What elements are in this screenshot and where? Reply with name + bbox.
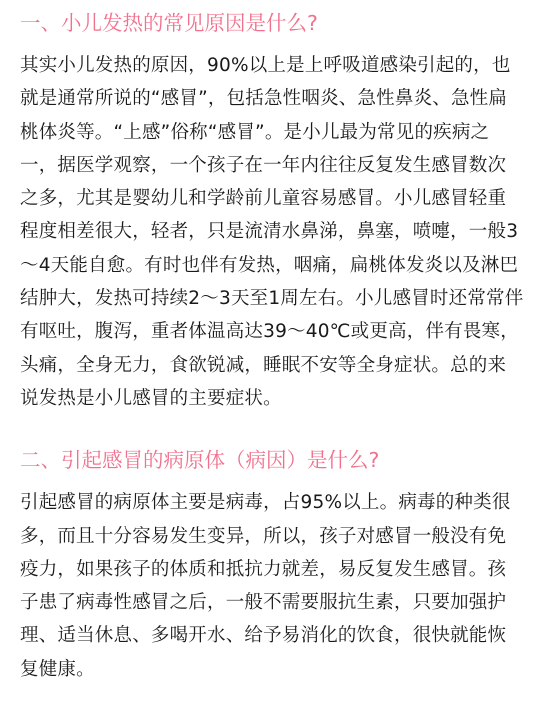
paragraph-line: 一，据医学观察，一个孩子在一年内往往反复发生感冒数次 [20,154,507,176]
paragraph-line: 子患了病毒性感冒之后，一般不需要服抗生素，只要加强护 [20,592,507,614]
section-2-heading: 二、引起感冒的病原体（病因）是什么? [20,448,380,473]
section-2-paragraph [20,486,527,686]
paragraph-line: 头痛，全身无力，食欲锐减，睡眠不安等全身症状。总的来 [20,354,507,376]
paragraph-line: 疫力，如果孩子的体质和抵抗力就差，易反复发生感冒。孩 [20,558,507,580]
paragraph-line: 程度相差很大，轻者，只是流清水鼻涕，鼻塞，喷嚏，一般3 [20,221,519,243]
paragraph-line: 复健康。 [20,658,95,680]
paragraph-line: 桃体炎等。“上感”俗称“感冒”。是小儿最为常见的疾病之 [20,121,490,143]
paragraph-line: 有呕吐，腹泻，重者体温高达39～40℃或更高，伴有畏寒， [20,321,519,343]
paragraph-line: 之多，尤其是婴幼儿和学龄前儿童容易感冒。小儿感冒轻重 [20,188,507,210]
paragraph-line: 说发热是小儿感冒的主要症状。 [20,387,282,409]
paragraph-line: 其实小儿发热的原因，90%以上是上呼吸道感染引起的，也 [20,55,511,76]
paragraph-line: 就是通常所说的“感冒”，包括急性咽炎、急性鼻炎、急性扁 [20,88,508,110]
paragraph-line: 结肿大，发热可持续2～3天至1周左右。小儿感冒时还常常伴 [20,288,524,310]
section-1-heading: 一、小儿发热的常见原因是什么? [20,11,318,35]
paragraph-line: 多，而且十分容易发生变异，所以，孩子对感冒一般没有免 [20,525,507,547]
paragraph-line: 引起感冒的病原体主要是病毒，占95%以上。病毒的种类很 [20,492,511,514]
paragraph-line: 理、适当休息、多喝开水、给予易消化的饮食，很快就能恢 [20,625,507,647]
section-1-paragraph [20,49,527,415]
paragraph-line: ～4天能自愈。有时也伴有发热，咽痛，扁桃体发炎以及淋巴 [20,254,519,276]
